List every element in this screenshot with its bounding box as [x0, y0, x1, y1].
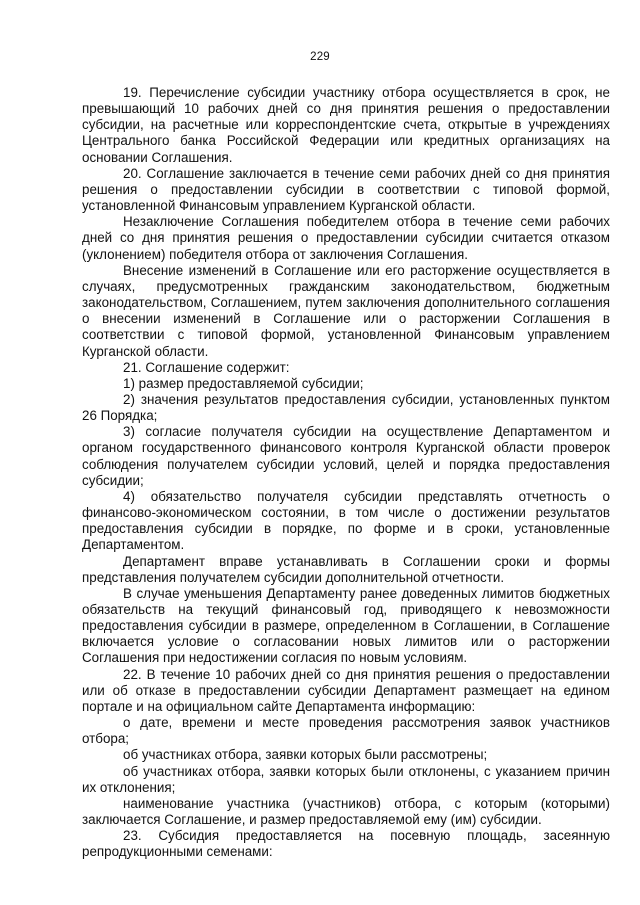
- paragraph-amendments: Внесение изменений в Соглашение или его расторжение осуществляется в случаях, предусмотренных гражданским законодательством, бюджетным законодательством, Соглашением, путем заключения дополнительного соглашения о внесении изменений в Соглашение или о расторжении Соглашения в соответствии с типовой формой, установленной Финансовым управлением Курганской области.: [82, 262, 610, 359]
- paragraph-23: 23. Субсидия предоставляется на посевную площадь, засеянную репродукционными семенами:: [82, 828, 610, 860]
- list-item-21-4: 4) обязательство получателя субсидии представлять отчетность о финансово-экономическом состоянии, в том числе о достижении результатов предоставления субсидии в порядке, по форме и в сроки, установленные Департаментом.: [82, 488, 610, 553]
- list-item-22-1: о дате, времени и месте проведения рассмотрения заявок участников отбора;: [82, 715, 610, 747]
- document-body: [82, 85, 610, 861]
- list-item-22-4: наименование участника (участников) отбора, с которым (которыми) заключается Соглашение, и размер предоставляемой ему (им) субсидии.: [82, 795, 610, 828]
- list-item-21-3: 3) согласие получателя субсидии на осуществление Департаментом и органом государственного финансового контроля Курганской области проверок соблюдения получателем субсидии условий, целей и порядка предоставления субсидии;: [82, 424, 610, 488]
- page-number: 229: [310, 51, 330, 63]
- paragraph-22: 22. В течение 10 рабочих дней со дня принятия решения о предоставлении или об отказе в предоставлении субсидии Департамент размещает на едином портале и на официальном сайте Департамента информацию:: [82, 666, 610, 714]
- list-item-21-2: 2) значения результатов предоставления субсидии, установленных пунктом 26 Порядка;: [82, 391, 610, 424]
- paragraph-20: 20. Соглашение заключается в течение семи рабочих дней со дня принятия решения о предоставлении субсидии в соответствии с типовой формой, установленной Финансовым управлением Курганской области.: [82, 165, 610, 214]
- paragraph-19: 19. Перечисление субсидии участнику отбора осуществляется в срок, не превышающий 10 рабочих дней со дня принятия решения о предоставлении субсидии, на расчетные или корреспондентские счета, открытые в учреждениях Центрального банка Российской Федерации или кредитных организациях на основании Соглашения.: [82, 85, 610, 165]
- list-item-22-2: об участниках отбора, заявки которых были рассмотрены;: [123, 747, 488, 763]
- paragraph-limits-reduction: В случае уменьшения Департаменту ранее доведенных лимитов бюджетных обязательств на текущий финансовый год, приводящего к невозможности предоставления субсидии в размере, определенном в Соглашении, в Соглашение включается условие о согласовании новых лимитов или о расторжении Соглашения при недостижении согласия по новым условиям.: [82, 585, 610, 666]
- list-item-22-3: об участниках отбора, заявки которых были отклонены, с указанием причин их отклонения;: [82, 763, 610, 795]
- paragraph-21: 21. Соглашение содержит:: [123, 359, 290, 375]
- list-item-21-1: 1) размер предоставляемой субсидии;: [123, 375, 364, 391]
- paragraph-additional-reporting: Департамент вправе устанавливать в Соглашении сроки и формы представления получателем субсидии дополнительной отчетности.: [82, 553, 610, 585]
- paragraph-non-conclusion: Незаключение Соглашения победителем отбора в течение семи рабочих дней со дня принятия решения о предоставлении субсидии считается отказом (уклонением) победителя отбора от заключения Соглашения.: [82, 214, 610, 262]
